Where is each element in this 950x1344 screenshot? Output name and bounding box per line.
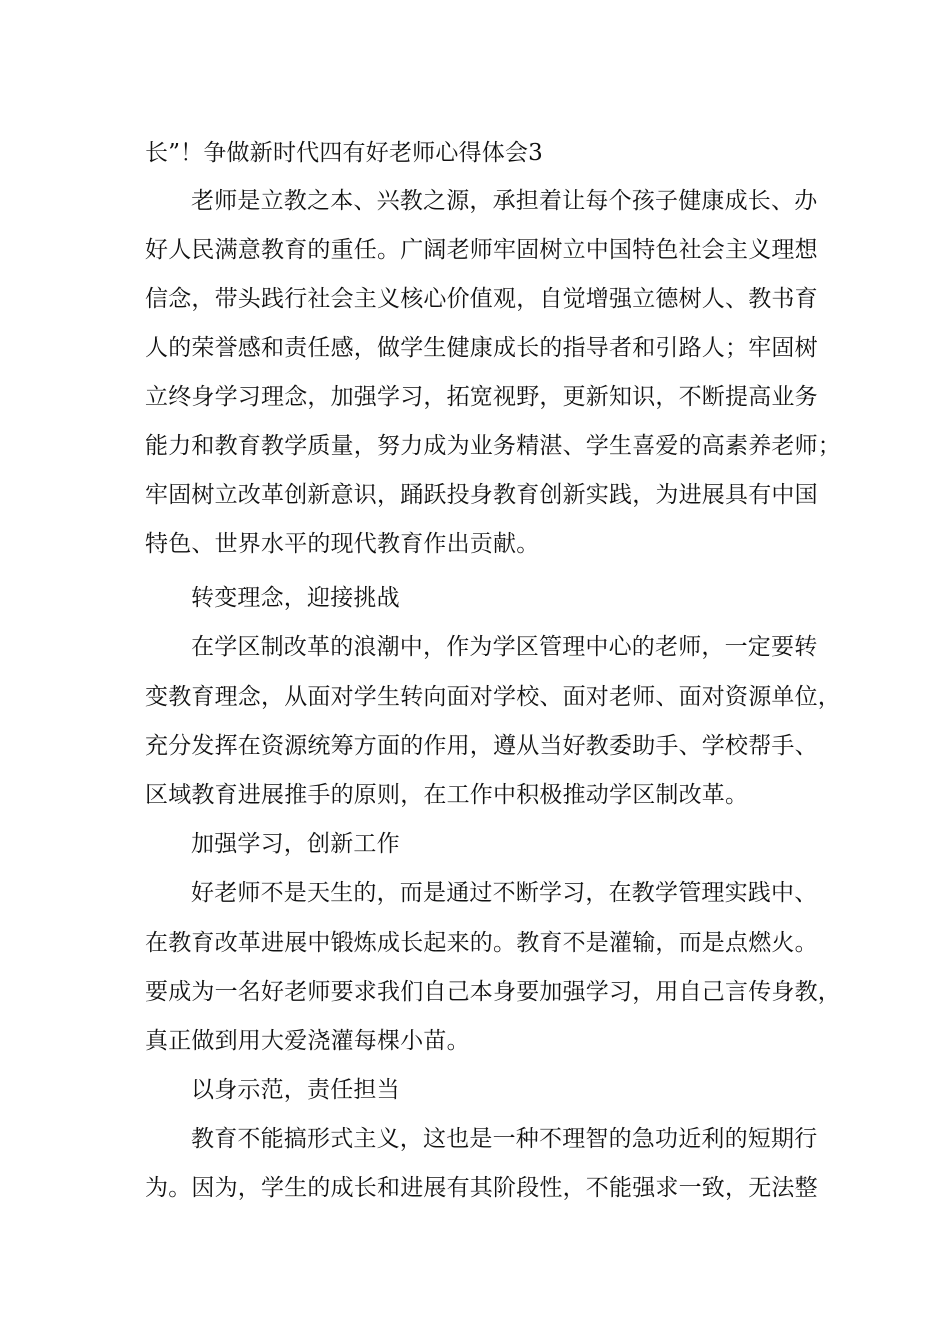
paragraph-line: 教育不能搞形式主义，这也是一种不理智的急功近利的短期行: [191, 1126, 818, 1152]
paragraph-line: 老师是立教之本、兴教之源，承担着让每个孩子健康成长、办: [191, 188, 818, 214]
paragraph-line: 好人民满意教育的重任。广阔老师牢固树立中国特色社会主义理想: [145, 237, 818, 263]
paragraph-line: 特色、世界水平的现代教育作出贡献。: [145, 531, 540, 557]
paragraph-line: 好老师不是天生的，而是通过不断学习，在教学管理实践中、: [191, 880, 818, 906]
paragraph-line: 在教育改革进展中锻炼成长起来的。教育不是灌输，而是点燃火。: [145, 930, 818, 956]
heading-line: 长”！争做新时代四有好老师心得体会3: [145, 140, 543, 166]
section-heading: 转变理念，迎接挑战: [191, 585, 400, 611]
section-heading: 以身示范，责任担当: [191, 1077, 400, 1103]
section-heading: 加强学习，创新工作: [191, 831, 400, 857]
paragraph-line: 变教育理念，从面对学生转向面对学校、面对老师、面对资源单位，: [145, 684, 841, 710]
paragraph-line: 为。因为，学生的成长和进展有其阶段性，不能强求一致，无法整: [145, 1175, 818, 1201]
paragraph-line: 真正做到用大爱浇灌每棵小苗。: [145, 1028, 470, 1054]
paragraph-line: 要成为一名好老师要求我们自己本身要加强学习，用自己言传身教，: [145, 979, 841, 1005]
paragraph-line: 立终身学习理念，加强学习，拓宽视野，更新知识，不断提高业务: [145, 384, 818, 410]
paragraph-line: 牢固树立改革创新意识，踊跃投身教育创新实践，为进展具有中国: [145, 482, 818, 508]
paragraph-line: 人的荣誉感和责任感，做学生健康成长的指导者和引路人；牢固树: [145, 335, 818, 361]
paragraph-line: 信念，带头践行社会主义核心价值观，自觉增强立德树人、教书育: [145, 286, 818, 312]
paragraph-line: 区域教育进展推手的原则，在工作中积极推动学区制改革。: [145, 782, 749, 808]
paragraph-line: 能力和教育教学质量，努力成为业务精湛、学生喜爱的高素养老师；: [145, 433, 841, 459]
paragraph-line: 充分发挥在资源统筹方面的作用，遵从当好教委助手、学校帮手、: [145, 733, 818, 759]
paragraph-line: 在学区制改革的浪潮中，作为学区管理中心的老师，一定要转: [191, 634, 818, 660]
